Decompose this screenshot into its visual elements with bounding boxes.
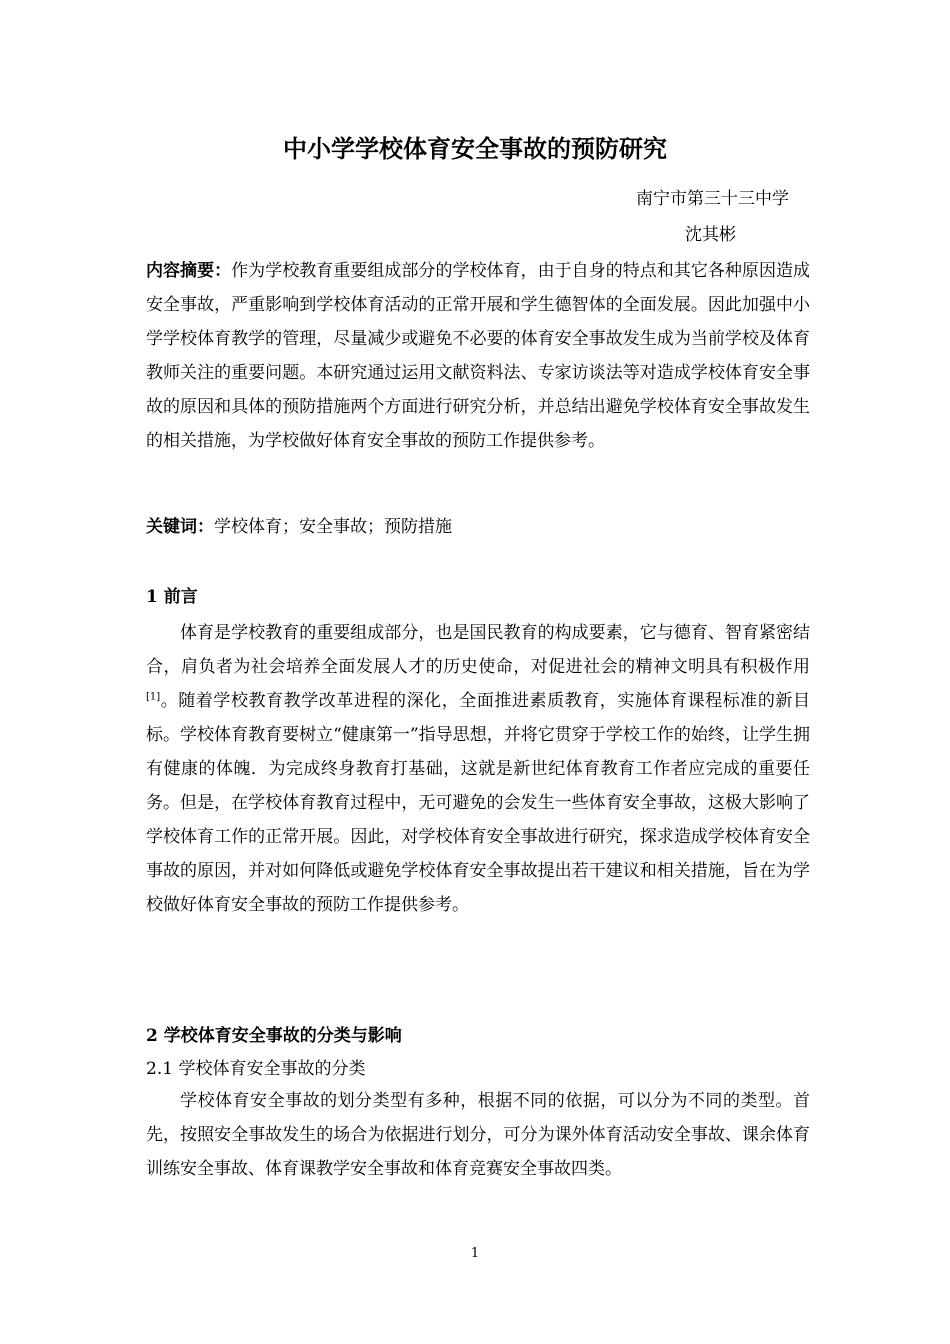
section-2-heading: 2 学校体育安全事故的分类与影响 bbox=[146, 1026, 402, 1046]
abstract-paragraph bbox=[146, 254, 810, 458]
section-1-text-part1: 体育是学校教育的重要组成部分，也是国民教育的构成要素，它与德育、智育紧密结合，肩负者为社会培养全面发展人才的历史使命，对促进社会的精神文明具有积极作用 bbox=[146, 623, 810, 677]
abstract-label: 内容摘要： bbox=[146, 261, 232, 281]
author-school: 南宁市第三十三中学 bbox=[636, 189, 789, 209]
keywords-label: 关键词： bbox=[146, 517, 214, 537]
section-1-paragraph bbox=[146, 616, 810, 922]
section-1-heading: 1 前言 bbox=[146, 587, 198, 607]
author-name: 沈其彬 bbox=[685, 225, 736, 245]
section-1-text-part2: 。随着学校教育教学改革进程的深化，全面推进素质教育，实施体育课程标准的新目标。学校体育教育要树立“健康第一”指导思想，并将它贯穿于学校工作的始终，让学生拥有健康的体魄．为完成终身教育打基础，这就是新世纪体育教育工作者应完成的重要任务。但是，在学校体育教育过程中，无可避免的会发生一些体育安全事故，这极大影响了学校体育工作的正常开展。因此，对学校体育安全事故进行研究，探求造成学校体育安全事故的原因，并对如何降低或避免学校体育安全事故提出若干建议和相关措施，旨在为学校做好体育安全事故的预防工作提供参考。 bbox=[146, 691, 810, 915]
page-number: 1 bbox=[470, 1246, 480, 1261]
abstract-text: 作为学校教育重要组成部分的学校体育，由于自身的特点和其它各种原因造成安全事故，严重影响到学校体育活动的正常开展和学生德智体的全面发展。因此加强中小学学校体育教学的管理，尽量减少或避免不必要的体育安全事故发生成为当前学校及体育教师关注的重要问题。本研究通过运用文献资料法、专家访谈法等对造成学校体育安全事故的原因和具体的预防措施两个方面进行研究分析，并总结出避免学校体育安全事故发生的相关措施，为学校做好体育安全事故的预防工作提供参考。 bbox=[146, 261, 811, 451]
citation-ref: [1] bbox=[146, 691, 161, 703]
keywords-text: 学校体育；安全事故；预防措施 bbox=[214, 517, 452, 537]
section-2-1-paragraph: 学校体育安全事故的划分类型有多种，根据不同的依据，可以分为不同的类型。首先，按照安全事故发生的场合为依据进行划分，可分为课外体育活动安全事故、课余体育训练安全事故、体育课教学安全事故和体育竞赛安全事故四类。 bbox=[146, 1091, 810, 1179]
document-title: 中小学学校体育安全事故的预防研究 bbox=[283, 135, 667, 163]
keywords-paragraph bbox=[146, 510, 810, 544]
section-2-1-heading: 2.1 学校体育安全事故的分类 bbox=[146, 1059, 366, 1079]
